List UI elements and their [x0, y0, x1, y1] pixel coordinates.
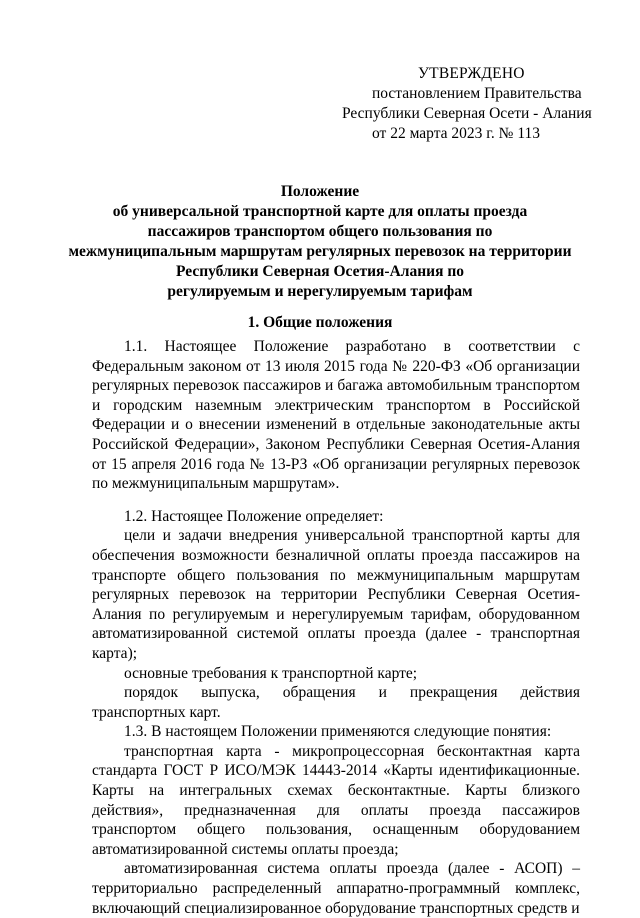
title-line: пассажиров транспортом общего пользования по — [147, 223, 493, 240]
section-heading: 1. Общие положения — [247, 314, 393, 331]
body-text — [92, 337, 580, 918]
paragraph-1-3: 1.3. В настоящем Положении применяются следующие понятия: — [124, 723, 552, 741]
approval-date-line: от 22 марта 2023 г. № 113 — [372, 125, 540, 142]
title-line: Положение — [280, 183, 360, 200]
title-line: межмуниципальным маршрутам регулярных перевозок на территории — [68, 243, 572, 260]
document-title — [60, 182, 580, 302]
paragraph-1-2-requirements: основные требования к транспортной карте; — [124, 664, 418, 682]
approval-line: постановлением Правительства — [372, 85, 582, 102]
approval-title: УТВЕРЖДЕНО — [418, 65, 525, 82]
approval-block — [330, 64, 600, 144]
paragraph-1-3-asop-definition: автоматизированная система оплаты проезда (далее - АСОП) – территориально распределенный аппаратно-программный комплекс, включающий специализированное оборудование транспортных средств и — [92, 860, 580, 917]
paragraph-1-3-card-definition: транспортная карта - микропроцессорная бесконтактная карта стандарта ГОСТ Р ИСО/МЭК 14443-2014 «Карты идентификационные. Карты на интегральных схемах бесконтактные. Карты близкого действия», предназначенная для оплаты проезда пассажиров транспортом общего пользования, оснащенным оборудованием автоматизированной системы оплаты проезда; — [92, 742, 580, 858]
paragraph-1-2-procedure: порядок выпуска, обращения и прекращения действия транспортных карт. — [92, 684, 580, 721]
title-line: об универсальной транспортной карте для оплаты проезда — [112, 203, 528, 220]
paragraph-1-2: 1.2. Настоящее Положение определяет: — [124, 507, 384, 525]
approval-line: Республики Северная Осети - Алания — [342, 105, 592, 122]
title-line: регулируемым и нерегулируемым тарифам — [167, 283, 473, 300]
paragraph-1-1: 1.1. Настоящее Положение разработано в соответствии с Федеральным законом от 13 июля 2015 года № 220-ФЗ «Об организации регулярных перевозок пассажиров и багажа автомобильным транспортом и городским наземным электрическим транспортом в Российской Федерации и о внесении изменений в отдельные законодательные акты Российской Федерации», Законом Республики Северная Осетия-Алания от 15 апреля 2016 года № 13-РЗ «Об организации регулярных перевозок по межмуниципальным маршрутам». — [92, 338, 580, 493]
paragraph-1-2-goals: цели и задачи внедрения универсальной транспортной карты для обеспечения возможности безналичной оплаты проезда пассажиров на транспорте общего пользования по межмуниципальным маршрутам регулярных перевозок на территории Республики Северная Осетия-Алания по регулируемым и нерегулируемым тарифам, оборудованном автоматизированной системой оплаты проезда (далее - транспортная карта); — [92, 527, 580, 662]
title-line: Республики Северная Осетия-Алания по — [175, 263, 465, 280]
